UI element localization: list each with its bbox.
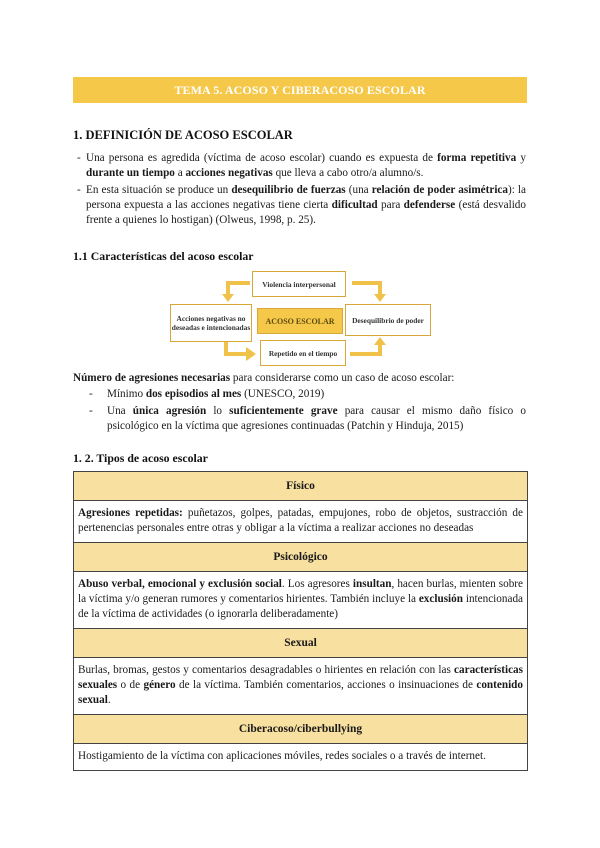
tipo-header-fisico: Físico [74,472,527,501]
tipo-cell-psicologico: Abuso verbal, emocional y exclusión social. Los agresores insultan, hacen burlas, mienten sobre la víctima y/o generan rumores y comentarios hirientes. También incluye la exclusión intencionada de la víctima de actividades (o ignorarla deliberadamente) [74,572,527,629]
diagram-box-repetido: Repetido en el tiempo [260,340,346,366]
diagram-box-desequilibrio: Desequilibrio de poder [345,304,431,336]
diagram-arrow-top-left [220,279,252,303]
section-1-1-heading: 1.1 Características del acoso escolar [73,249,254,263]
diagram-arrow-bottom-left [222,342,258,362]
section-1-2-heading: 1. 2. Tipos de acoso escolar [73,451,208,465]
tipo-header-psicologico: Psicológico [74,543,527,572]
definition-bullet-2: - En esta situación se produce un desequilibrio de fuerzas (una relación de poder asimétrica): la persona expuesta a las acciones negativas tiene cierta dificultad para defenderse (está desvalido frente a quienes lo hostigan) (Olweus, 1998, p. 25). [77,184,527,226]
tipo-cell-fisico: Agresiones repetidas: puñetazos, golpes, patadas, empujones, robo de objetos, sustracción de pertenencias personales entre otras y obligar a la víctima a realizar acciones no deseadas [74,501,527,543]
tipo-header-sexual: Sexual [74,629,527,658]
diagram-box-acciones: Acciones negativas no deseadas e intencionadas [170,304,252,342]
diagram-box-acoso-escolar: ACOSO ESCOLAR [257,308,343,334]
numero-agresiones-intro: Número de agresiones necesarias para considerarse como un caso de acoso escolar: [73,372,455,384]
diagram-arrow-bottom-right [350,336,390,358]
section-1-heading: 1. DEFINICIÓN DE ACOSO ESCOLAR [73,128,293,142]
diagram-box-violencia: Violencia interpersonal [252,271,346,297]
tipo-cell-sexual: Burlas, bromas, gestos y comentarios desagradables o hirientes en relación con las características sexuales o de género de la víctima. También comentarios, acciones o insinuaciones de contenido sexual. [74,658,527,715]
definition-bullet-1: - Una persona es agredida (víctima de acoso escolar) cuando es expuesta de forma repetitiva y durante un tiempo a acciones negativas que lleva a cabo otro/a alumno/s. [77,152,526,179]
numero-item-1: - Mínimo dos episodios al mes (UNESCO, 2019) [89,388,325,400]
diagram-arrow-top-right [352,279,388,303]
tipo-cell-ciberacoso: Hostigamiento de la víctima con aplicaciones móviles, redes sociales o a través de internet. [78,750,486,762]
tipos-acoso-table [73,471,528,771]
tipo-header-ciberacoso: Ciberacoso/ciberbullying [74,715,527,744]
numero-item-2: - Una única agresión lo suficientemente grave para causar el mismo daño físico o psicológico en la víctima que agresiones continuadas (Patchin y Hinduja, 2015) [89,405,526,432]
page-title: TEMA 5. ACOSO Y CIBERACOSO ESCOLAR [73,77,527,103]
